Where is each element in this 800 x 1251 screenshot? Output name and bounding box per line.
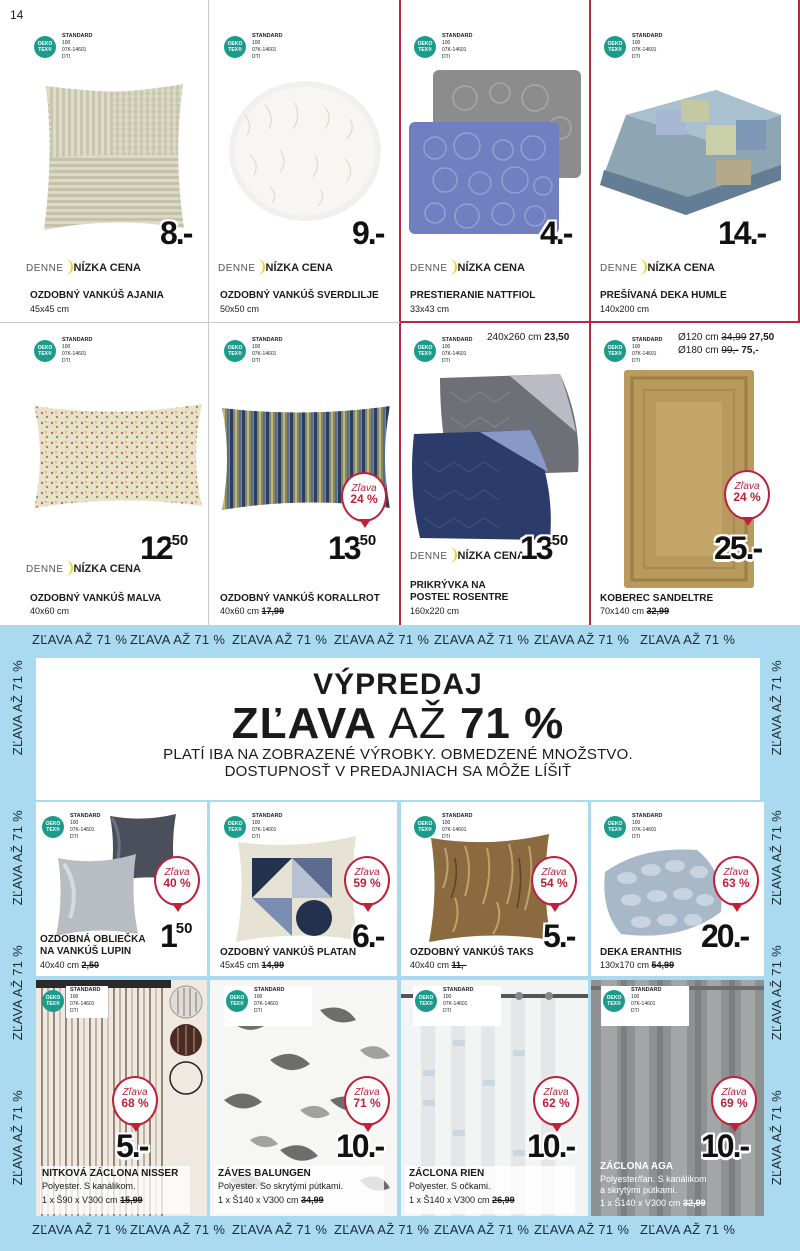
oeko-tex-logo: OEKO TEX® [224,816,246,838]
discount-badge: Zľava 68 % [112,1076,158,1126]
daily-low-price-tag: DENNE NÍZKA CENA [410,547,525,563]
product-size: 33x43 cm [410,304,450,314]
sale-ribbon-text: ZĽAVA AŽ 71 % [434,1222,530,1237]
sale-ribbon-text: ZĽAVA AŽ 71 % [10,1090,25,1186]
sale-ribbon-text: ZĽAVA AŽ 71 % [130,1222,226,1237]
oeko-tex-text: STANDARD 100 07K-14601 DTI [252,337,283,364]
product-name: PREŠÍVANÁ DEKA HUMLE [600,290,727,301]
oeko-tex-logo: OEKO TEX® [604,816,626,838]
oeko-tex-logo: OEKO TEX® [224,340,246,362]
discount-badge: Zľava 71 % [344,1076,390,1126]
product-name: OZDOBNÝ VANKÚŠ SVERDLILJE [220,290,379,301]
price: 25.- [714,530,762,566]
oeko-tex-logo: OEKO TEX® [414,36,436,58]
product-size: 40x40 cm 2,50 [40,960,100,970]
price: 6.- [352,918,384,954]
product-name: OZDOBNÝ VANKÚŠ KORALLROT [220,593,380,604]
oeko-tex-text: STANDARD 100 07K-14601 DTI [252,813,283,840]
price: 4.- [540,215,572,251]
daily-low-price-tag: DENNE NÍZKA CENA [410,259,525,275]
sale-ribbon-text: ZĽAVA AŽ 71 % [10,660,25,756]
oeko-tex-text: STANDARD 100 07K-14601 DTI [442,813,473,840]
oeko-tex-logo: OEKO TEX® [34,340,56,362]
product-size: 40x40 cm 11,- [410,960,467,970]
sale-ribbon-text: ZĽAVA AŽ 71 % [130,632,226,647]
price: 5.- [116,1128,148,1164]
product-name: NITKOVÁ ZÁCLONA NISSER [42,1168,179,1179]
oeko-tex-logo: OEKO TEX® [603,990,625,1012]
product-lupin[interactable] [36,802,207,976]
discount-badge: Zľava 24 % [341,472,387,522]
banner-note-2: DOSTUPNOSŤ V PREDAJNIACH SA MÔŽE LÍŠIŤ [224,763,572,780]
oeko-tex-logo: OEKO TEX® [226,990,248,1012]
product-size: 1 x Š90 x V300 cm 15,99 [42,1195,143,1205]
oeko-tex-text: STANDARD 100 07K-14601 DTI [62,33,93,60]
product-description: Polyester. S kanálikom. [42,1181,136,1191]
product-eranthis[interactable] [591,802,764,976]
product-size: 50x50 cm [220,304,260,314]
sale-ribbon-text: ZĽAVA AŽ 71 % [534,1222,630,1237]
oeko-tex-text: STANDARD 100 07K-14601 DTI [632,33,663,60]
sale-ribbon-text: ZĽAVA AŽ 71 % [640,1222,736,1237]
daily-low-price-tag: DENNE NÍZKA CENA [218,259,333,275]
product-name: OZDOBNÝ VANKÚŠ MALVA [30,593,162,604]
price: 9.- [352,215,384,251]
banner-title: VÝPREDAJ [313,668,483,701]
price: 10.- [336,1128,384,1164]
product-platan[interactable] [210,802,397,976]
product-balungen[interactable] [210,980,397,1216]
banner-headline: ZĽAVA AŽ 71 % [231,699,565,748]
size-variant-2: Ø180 cm 99,- 75,- [678,345,759,356]
price: $13^{50}$ [520,530,569,566]
page-number: 14 [10,8,24,22]
product-size: 1 x Š140 x V300 cm 32,99 [600,1198,706,1208]
product-size: 130x170 cm 54,99 [600,960,675,970]
price: $1^{50}$ [160,918,193,954]
price: 8.- [160,215,192,251]
product-name: PRESTIERANIE NATTFIOL [410,290,536,301]
discount-badge: Zľava 54 % [531,856,577,906]
daily-low-price-tag: DENNE NÍZKA CENA [600,259,715,275]
sale-ribbon-text: ZĽAVA AŽ 71 % [769,1090,784,1186]
product-size: 1 x Š140 x V300 cm 26,99 [409,1195,515,1205]
product-name: PRIKRÝVKA NA POSTEĽ ROSENTRE [410,580,509,603]
product-aga[interactable] [591,980,764,1216]
oeko-tex-text: STANDARD 100 07K-14601 DTI [70,813,101,840]
product-size: 40x60 cm [30,606,70,616]
bedspread-image [410,372,585,542]
product-size: 140x200 cm [600,304,650,314]
banner-note-1: PLATÍ IBA NA ZOBRAZENÉ VÝROBKY. OBMEDZENÉ MNOŽSTVO. [163,746,633,763]
product-name: OZDOBNÁ OBLIEČKA NA VANKÚŠ LUPIN [40,934,146,957]
oeko-tex-logo: OEKO TEX® [42,990,64,1012]
price: 10.- [701,1128,749,1164]
product-size: 70x140 cm 32,99 [600,606,670,616]
oeko-tex-text: STANDARD 100 07K-14601 DTI [442,337,473,364]
discount-badge: Zľava 40 % [154,856,200,906]
product-name: OZDOBNÝ VANKÚŠ TAKS [410,947,534,958]
sale-ribbon-text: ZĽAVA AŽ 71 % [534,632,630,647]
sale-ribbon-text: ZĽAVA AŽ 71 % [32,632,128,647]
product-name: ZÁCLONA RIEN [409,1168,485,1179]
product-name: KOBEREC SANDELTRE [600,593,714,604]
oeko-tex-logo: OEKO TEX® [604,340,626,362]
sale-ribbon-text: ZĽAVA AŽ 71 % [334,632,430,647]
discount-badge: Zľava 62 % [533,1076,579,1126]
sale-ribbon-text: ZĽAVA AŽ 71 % [10,945,25,1041]
oeko-tex-text: STANDARD 100 07K-14601 DTI [442,33,473,60]
sale-ribbon-text: ZĽAVA AŽ 71 % [640,632,736,647]
product-description: Polyester. S očkami. [409,1181,491,1191]
oeko-tex-logo: OEKO TEX® [414,340,436,362]
product-description: a skrytými pútkami. [600,1185,678,1195]
placemat-image [405,68,585,238]
discount-badge: Zľava 69 % [711,1076,757,1126]
discount-badge: Zľava 63 % [713,856,759,906]
floral-pillow-image [30,400,205,510]
oeko-tex-logo: OEKO TEX® [415,990,437,1012]
price: $12^{50}$ [140,530,189,566]
oeko-tex-logo: OEKO TEX® [414,816,436,838]
oeko-tex-text: STANDARD 100 07K-14601 DTI [62,337,93,364]
sale-ribbon-text: ZĽAVA AŽ 71 % [434,632,530,647]
oeko-tex-logo: OEKO TEX® [34,36,56,58]
product-name: ZÁVES BALUNGEN [218,1168,311,1179]
sale-ribbon-text: ZĽAVA AŽ 71 % [769,945,784,1041]
product-name: ZÁCLONA AGA [600,1161,674,1172]
oeko-tex-text: STANDARD 100 07K-14601 DTI [254,987,285,1014]
sale-ribbon-text: ZĽAVA AŽ 71 % [32,1222,128,1237]
fur-pillow-image [225,75,385,225]
sale-ribbon-text: ZĽAVA AŽ 71 % [769,810,784,906]
discount-badge: Zľava 59 % [344,856,390,906]
product-taks[interactable] [401,802,588,976]
oeko-tex-text: STANDARD 100 07K-14601 DTI [443,987,474,1014]
price: 10.- [527,1128,575,1164]
size-variant: 240x260 cm 23,50 [487,332,570,343]
size-variant-1: Ø120 cm 34,99 27,50 [678,332,775,343]
product-nisser[interactable] [36,980,207,1216]
price: 5.- [543,918,575,954]
sale-ribbon-text: ZĽAVA AŽ 71 % [769,660,784,756]
product-size: 1 x Š140 x V300 cm 34,99 [218,1195,324,1205]
daily-low-price-tag: DENNE NÍZKA CENA [26,259,141,275]
price: 20.- [701,918,749,954]
product-size: 45x45 cm [30,304,70,314]
price: $13^{50}$ [328,530,377,566]
product-name: OZDOBNÝ VANKÚŠ AJANIA [30,290,164,301]
product-size: 160x220 cm [410,606,460,616]
oeko-tex-logo: OEKO TEX® [224,36,246,58]
product-description: Polyester/ľan. S kanálikom [600,1174,707,1184]
discount-badge: Zľava 24 % [724,470,770,520]
sale-ribbon-text: ZĽAVA AŽ 71 % [10,810,25,906]
product-size: 45x45 cm 14,99 [220,960,285,970]
oeko-tex-text: STANDARD 100 07K-14601 DTI [252,33,283,60]
product-name: OZDOBNÝ VANKÚŠ PLATAN [220,947,357,958]
price: 14.- [718,215,766,251]
quilted-blanket-image [596,85,786,220]
product-description: Polyester. So skrytými pútkami. [218,1181,344,1191]
oeko-tex-text: STANDARD 100 07K-14601 DTI [631,987,662,1014]
oeko-tex-logo: OEKO TEX® [42,816,64,838]
sale-ribbon-text: ZĽAVA AŽ 71 % [232,1222,328,1237]
product-size: 40x60 cm 17,99 [220,606,285,616]
oeko-tex-logo: OEKO TEX® [604,36,626,58]
oeko-tex-text: STANDARD 100 07K-14601 DTI [70,987,101,1014]
daily-low-price-tag: DENNE NÍZKA CENA [26,560,141,576]
pillow-image [38,80,188,230]
product-name: DEKA ERANTHIS [600,947,682,958]
sale-ribbon-text: ZĽAVA AŽ 71 % [334,1222,430,1237]
product-rien[interactable] [401,980,588,1216]
oeko-tex-text: STANDARD 100 07K-14601 DTI [632,813,663,840]
geometric-pillow-image [232,818,362,944]
oeko-tex-text: STANDARD 100 07K-14601 DTI [632,337,663,364]
sale-ribbon-text: ZĽAVA AŽ 71 % [232,632,328,647]
sale-banner [36,658,760,800]
